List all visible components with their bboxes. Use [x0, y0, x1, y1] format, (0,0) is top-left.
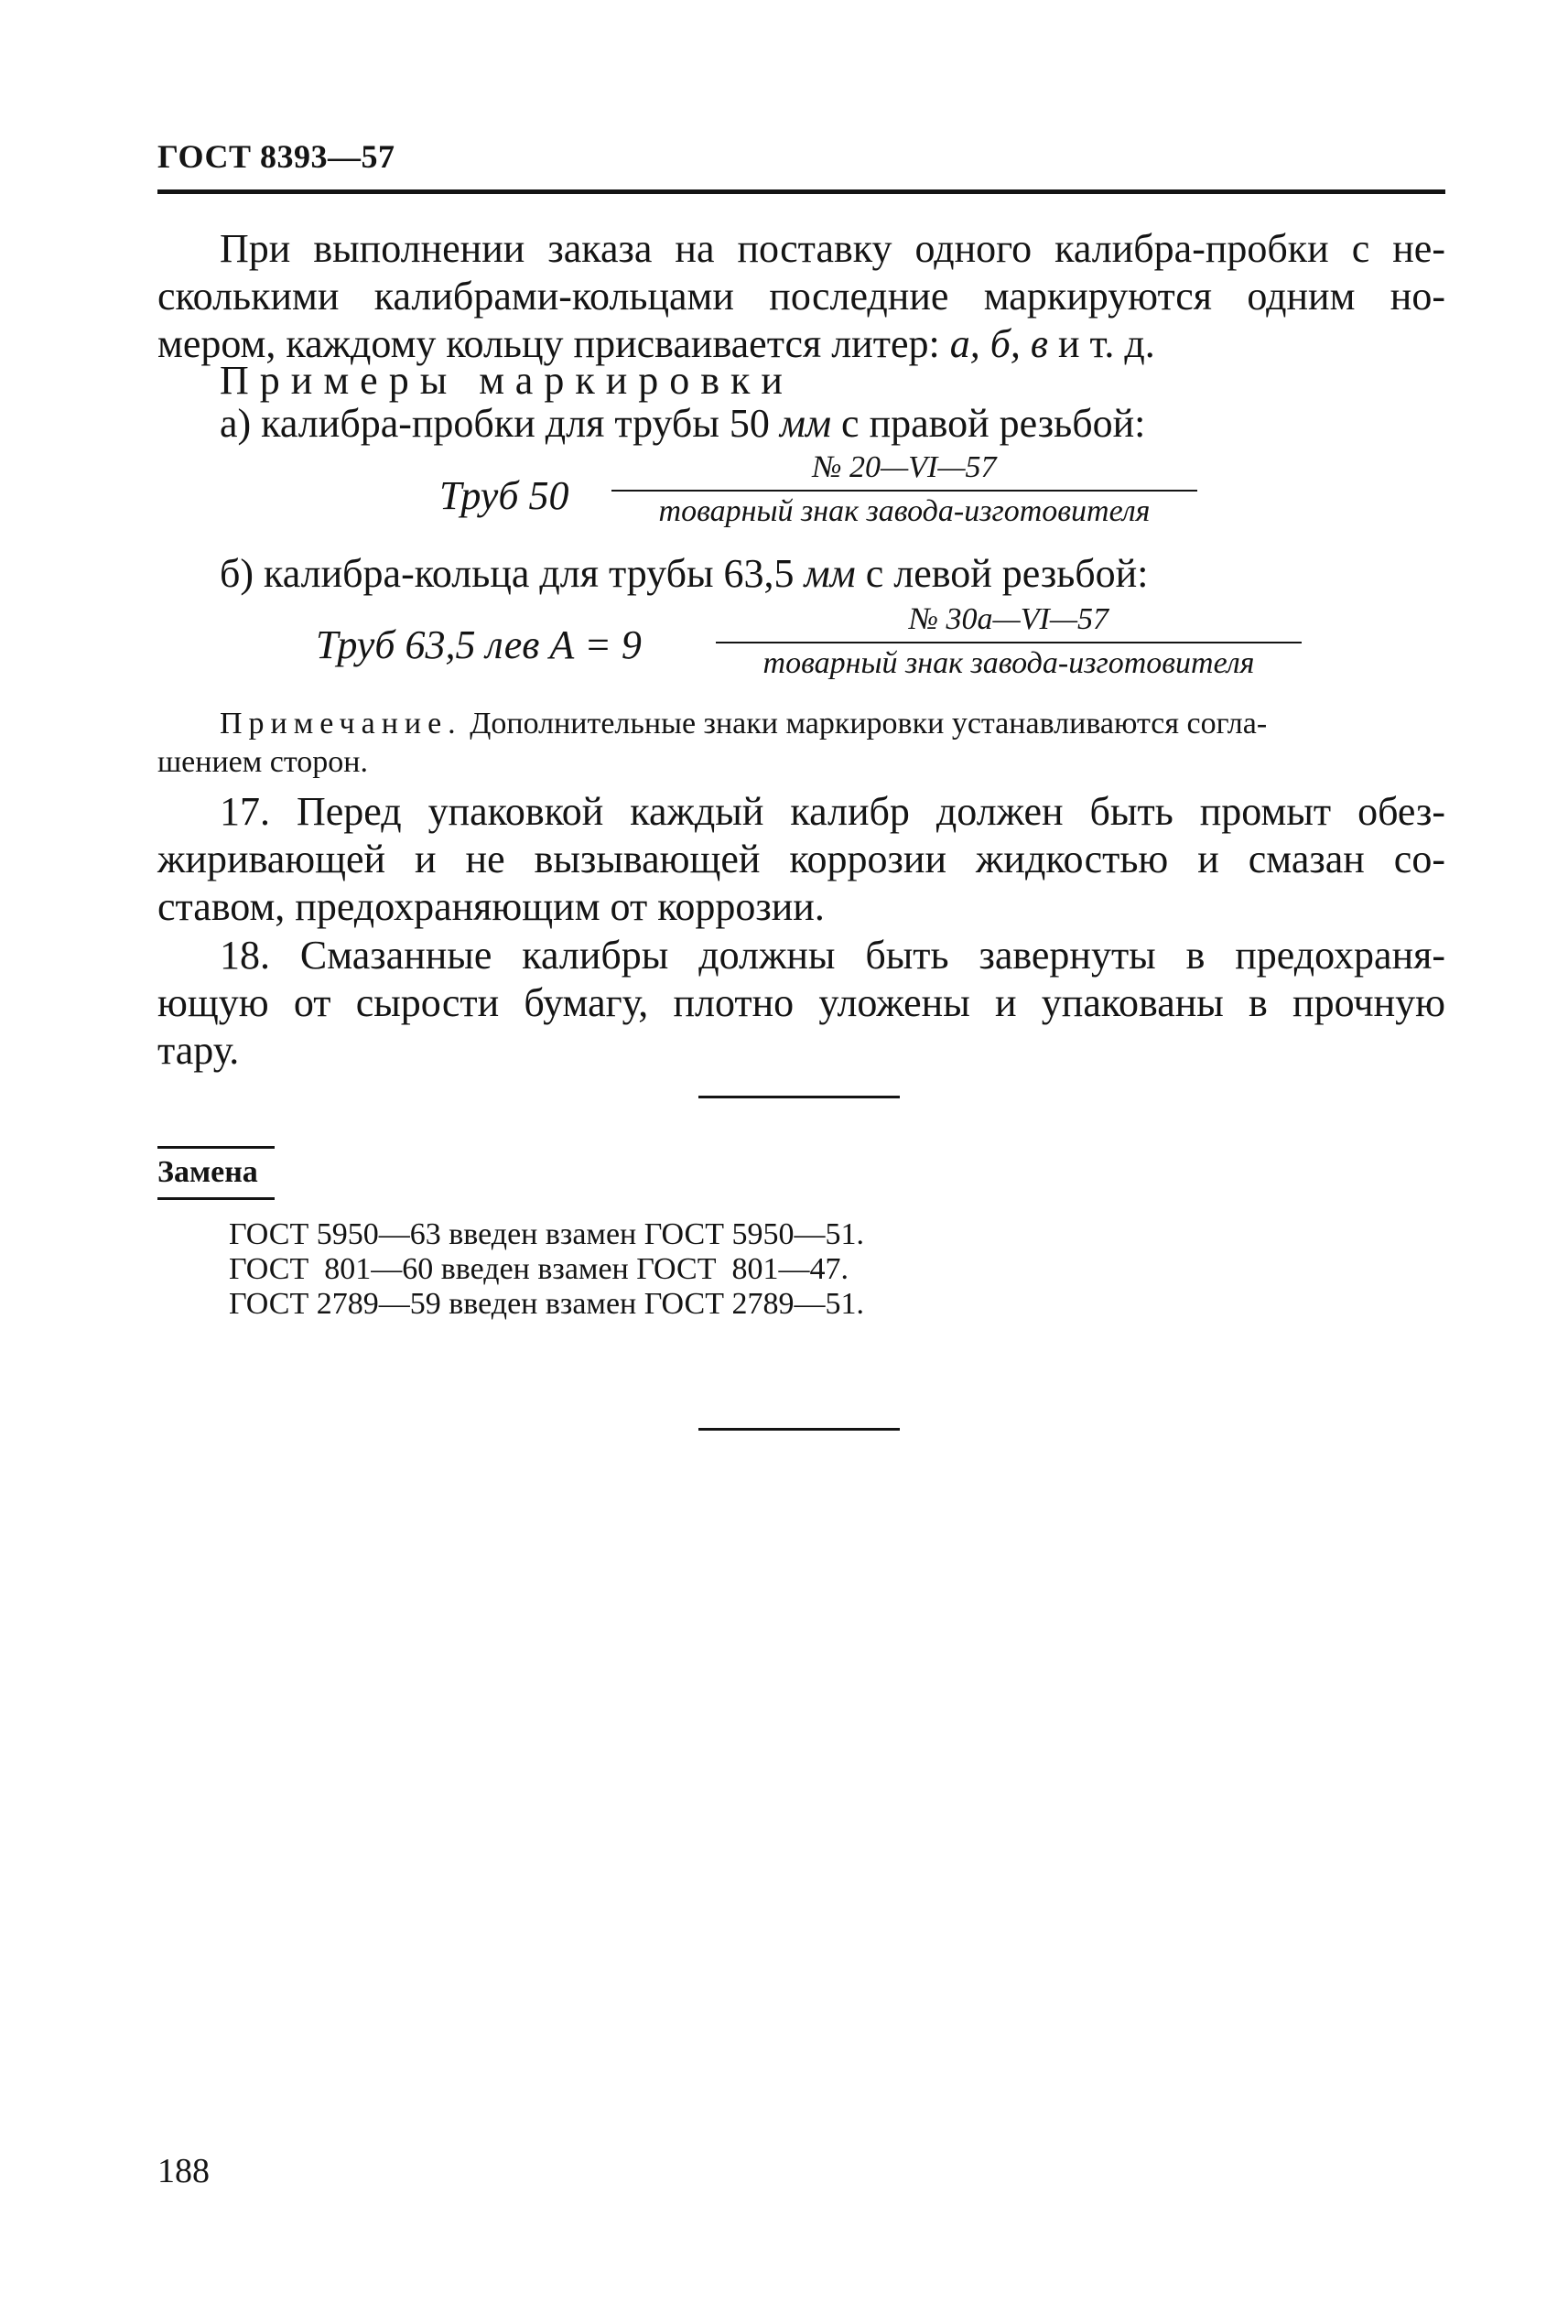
replacement-title-underline — [157, 1197, 275, 1200]
example-b-unit: мм — [804, 551, 856, 596]
page-number: 188 — [157, 2152, 210, 2190]
example-a-unit: мм — [779, 401, 832, 446]
note-line-1 — [220, 705, 1267, 743]
intro-line-2: сколькими калибрами-кольцами последние маркируются одним но- — [157, 274, 1445, 319]
replacement-title-overline — [157, 1146, 275, 1149]
replacement-entry-3: ГОСТ 2789—59 введен взамен ГОСТ 2789—51. — [229, 1287, 864, 1321]
intro-tail: и т. д. — [1047, 321, 1155, 366]
section-separator-top — [698, 1096, 900, 1098]
intro-line-3-text: мером, каждому кольцу присваивается литер: — [157, 321, 940, 366]
example-b-label — [220, 549, 1148, 599]
note-text-1: Дополнительные знаки маркировки устанавливаются согла- — [470, 707, 1268, 740]
example-a-denominator: товарный знак завода-изготовителя — [658, 494, 1151, 528]
header-rule — [157, 189, 1445, 194]
paragraph-18-line-1: 18. Смазанные калибры должны быть завернуты в предохраня- — [220, 933, 1445, 978]
note-label: Примечание. — [220, 707, 462, 740]
paragraph-17-line-1: 17. Перед упаковкой каждый калибр должен быть промыт обез- — [220, 789, 1445, 834]
example-b-suffix: с левой резьбой: — [855, 551, 1149, 596]
example-a-suffix: с правой резьбой: — [831, 401, 1146, 446]
paragraph-17-line-3: ставом, предохраняющим от коррозии. — [157, 884, 825, 929]
example-a-prefix: а) калибра-пробки для трубы 50 — [220, 401, 780, 446]
document-header: ГОСТ 8393—57 — [157, 138, 395, 175]
example-b-formula: Труб 63,5 лев А = 9 — [316, 622, 642, 667]
examples-heading: Примеры маркировки — [220, 358, 794, 403]
intro-letters: а, б, в — [949, 321, 1048, 366]
replacement-entry-1: ГОСТ 5950—63 введен взамен ГОСТ 5950—51. — [229, 1217, 864, 1251]
example-a-numerator: № 20—VI—57 — [812, 450, 997, 484]
example-a-label — [220, 399, 1145, 449]
example-b-fraction-bar — [716, 642, 1302, 643]
example-a-formula: Труб 50 — [439, 473, 569, 518]
example-a-fraction-bar — [611, 490, 1197, 492]
replacement-title: Замена — [157, 1155, 258, 1189]
section-separator-bottom — [698, 1428, 900, 1431]
paragraph-18-line-3: тару. — [157, 1028, 240, 1073]
example-b-numerator: № 30а—VI—57 — [908, 602, 1109, 636]
paragraph-17-line-2: жиривающей и не вызывающей коррозии жидкостью и смазан со- — [157, 837, 1445, 881]
paragraph-18-line-2: ющую от сырости бумагу, плотно уложены и упакованы в прочную — [157, 980, 1445, 1025]
replacement-entry-2: ГОСТ 801—60 введен взамен ГОСТ 801—47. — [229, 1252, 849, 1286]
example-b-prefix: б) калибра-кольца для трубы 63,5 — [220, 551, 805, 596]
example-b-denominator: товарный знак завода-изготовителя — [762, 646, 1255, 680]
intro-line-1: При выполнении заказа на поставку одного калибра-пробки с не- — [220, 226, 1445, 271]
note-line-2: шением сторон. — [157, 745, 368, 779]
